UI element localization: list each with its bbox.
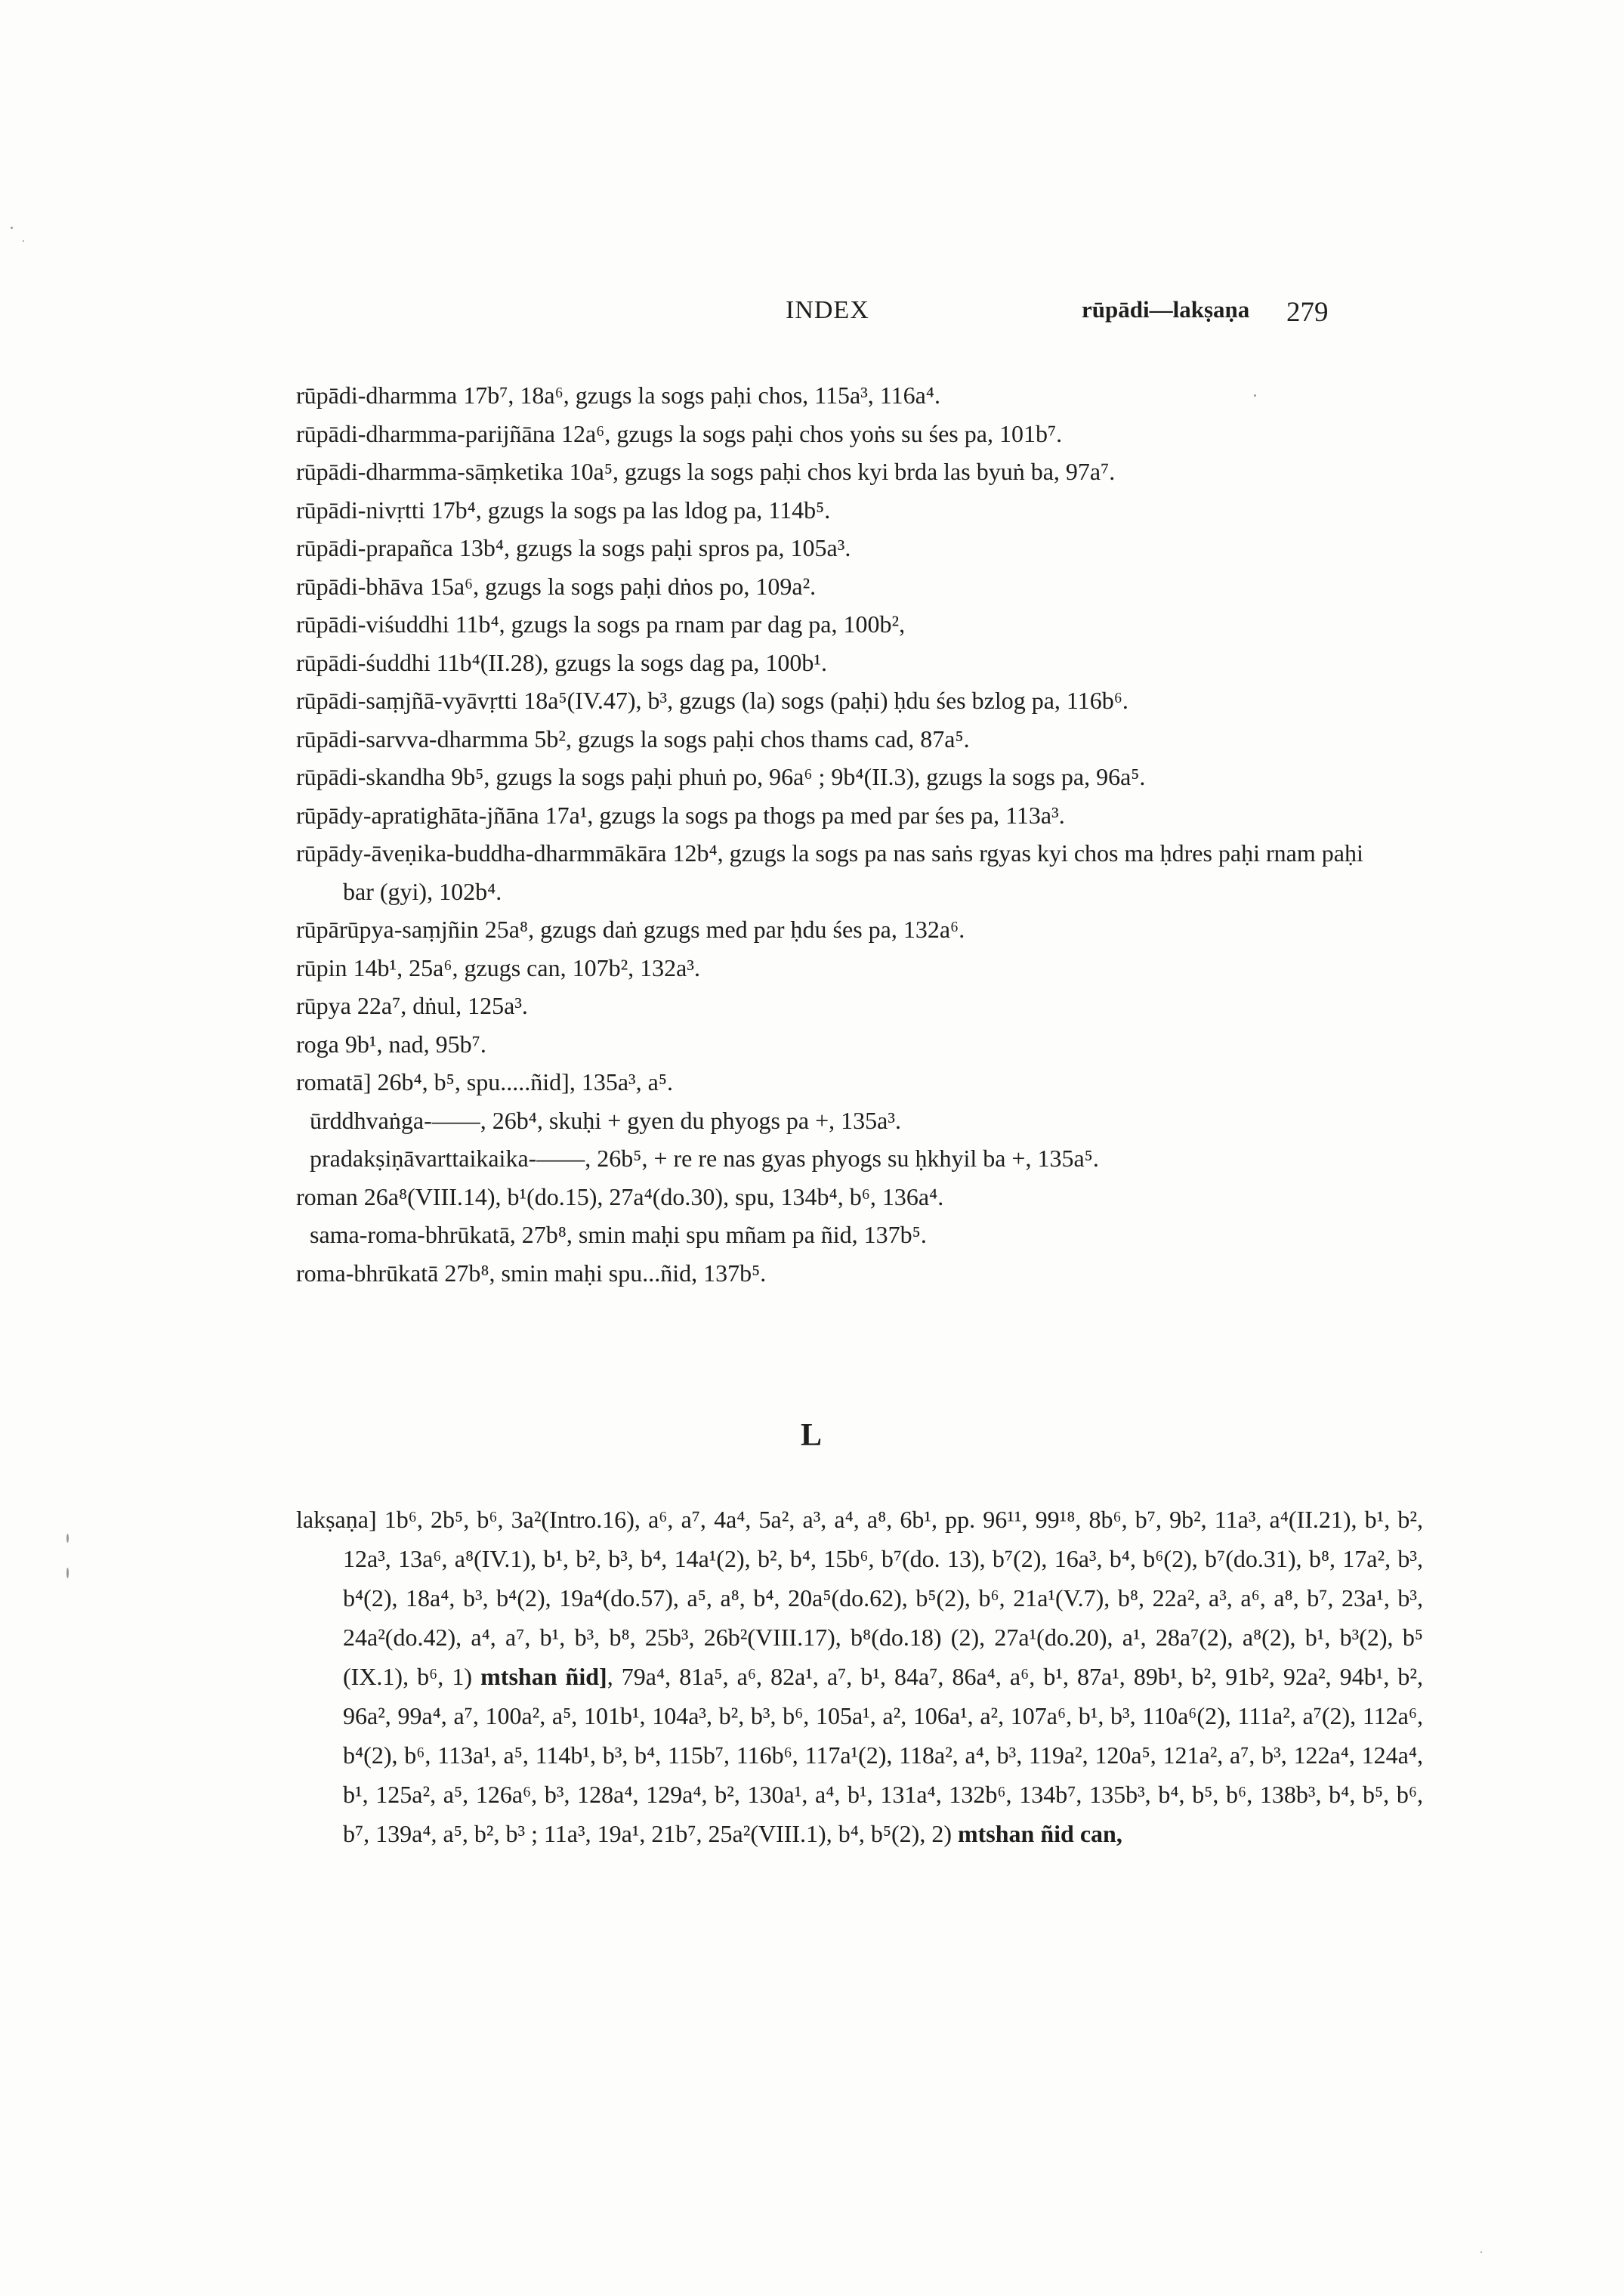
index-entry: roman 26a⁸(VIII.14), b¹(do.15), 27a⁴(do.30), spu, 134b⁴, b⁶, 136a⁴. bbox=[296, 1182, 944, 1210]
index-entry: romatā] 26b⁴, b⁵, spu.....ñid], 135a³, a⁵. bbox=[296, 1068, 673, 1095]
entry-references: 1b⁶, 2b⁵, b⁶, 3a²(Intro.16), a⁶, a⁷, 4a⁴, 5a², a³, a⁴, a⁸, 6b¹, pp. 96¹¹, 99¹⁸, 8b⁶, b⁷, 9b², 11a³, a⁴(II.21), b¹, b², 12a³, 13a⁶, a⁸(IV.1), b¹, b², b³, b⁴, 14a¹(2), b², b⁴, 15b⁶, b⁷(do. 13), b⁷(2), 16a³, b⁴, b⁶(2), b⁷(do.31), b⁸, 17a², b³, b⁴(2), 18a⁴, b³, b⁴(2), 19a⁴(do.57), a⁵, a⁸, b⁴, 20a⁵(do.62), b⁵(2), b⁶, 21a¹(V.7), b⁸, 22a², a³, a⁶, a⁸, b⁷, 23a¹, b³, 24a²(do.42), a⁴, a⁷, b¹, b³, b⁸, 25b³, 26b²(VIII.17), b⁸(do.18) (2), 27a¹(do.20), a¹, 28a⁷(2), a⁸(2), b¹, b³(2), b⁵ (IX.1), b⁶, 1) bbox=[343, 1506, 1423, 1690]
scan-speck bbox=[66, 1568, 69, 1578]
scan-speck bbox=[1254, 394, 1256, 397]
page-number: 279 bbox=[1286, 297, 1329, 328]
index-entry: roga 9b¹, nad, 95b⁷. bbox=[296, 1030, 486, 1058]
running-header-title: INDEX bbox=[786, 296, 869, 324]
index-entry-laksana bbox=[296, 1500, 1423, 1853]
index-entry: roma-bhrūkatā 27b⁸, smin maḥi spu...ñid, 137b⁵. bbox=[296, 1259, 767, 1287]
index-entry: rūpādi-sarvva-dharmma 5b², gzugs la sogs paḥi chos thams cad, 87a⁵. bbox=[296, 725, 970, 752]
index-entry: rūpādi-nivṛtti 17b⁴, gzugs la sogs pa las ldog pa, 114b⁵. bbox=[296, 496, 831, 524]
index-entry: rūpādi-dharmma-sāṃketika 10a⁵, gzugs la sogs paḥi chos kyi brda las byuṅ ba, 97a⁷. bbox=[296, 458, 1116, 485]
index-entry: rūpādy-āveṇika-buddha-dharmmākāra 12b⁴, gzugs la sogs pa nas saṅs rgyas kyi chos ma ḥdres paḥi rnam paḥi bar (gyi), 102b⁴. bbox=[296, 839, 1363, 905]
index-entries bbox=[296, 376, 1391, 1292]
index-entry: rūpādi-dharmma 17b⁷, 18a⁶, gzugs la sogs paḥi chos, 115a³, 116a⁴. bbox=[296, 382, 940, 409]
scan-speck bbox=[23, 240, 24, 242]
section-letter: L bbox=[801, 1418, 823, 1453]
index-entry: rūpārūpya-saṃjñin 25a⁸, gzugs daṅ gzugs med par ḥdu śes pa, 132a⁶. bbox=[296, 916, 965, 943]
index-entry: rūpādi-prapañca 13b⁴, gzugs la sogs paḥi spros pa, 105a³. bbox=[296, 534, 851, 561]
index-entry: ūrddhvaṅga-——, 26b⁴, skuḥi + gyen du phyogs pa +, 135a³. bbox=[310, 1106, 901, 1134]
index-entry: pradakṣiṇāvarttaikaika-——, 26b⁵, + re re nas gyas phyogs su ḥkhyil ba +, 135a⁵. bbox=[310, 1145, 1099, 1172]
index-entry: rūpādi-skandha 9b⁵, gzugs la sogs paḥi phuṅ po, 96a⁶ ; 9b⁴(II.3), gzugs la sogs pa, 96a⁵. bbox=[296, 763, 1146, 790]
index-entry: rūpya 22a⁷, dṅul, 125a³. bbox=[296, 992, 528, 1019]
index-entry: rūpādi-śuddhi 11b⁴(II.28), gzugs la sogs dag pa, 100b¹. bbox=[296, 648, 827, 676]
entry-term-bold: mtshan ñid] bbox=[480, 1663, 607, 1690]
index-entry: rūpādi-saṃjñā-vyāvṛtti 18a⁵(IV.47), b³, gzugs (la) sogs (paḥi) ḥdu śes bzlog pa, 116b⁶. bbox=[296, 687, 1128, 714]
scan-speck bbox=[11, 227, 13, 229]
index-entry: rūpin 14b¹, 25a⁶, gzugs can, 107b², 132a³. bbox=[296, 953, 700, 981]
entry-term-bold: mtshan ñid can, bbox=[957, 1820, 1122, 1847]
index-entry: rūpādi-dharmma-parijñāna 12a⁶, gzugs la sogs paḥi chos yoṅs su śes pa, 101b⁷. bbox=[296, 419, 1063, 447]
index-entry: sama-roma-bhrūkatā, 27b⁸, smin maḥi spu mñam pa ñid, 137b⁵. bbox=[310, 1221, 927, 1248]
entry-headword: lakṣaṇa] bbox=[296, 1506, 377, 1533]
index-entry: rūpādy-apratighāta-jñāna 17a¹, gzugs la sogs pa thogs pa med par śes pa, 113a³. bbox=[296, 801, 1065, 829]
scan-speck bbox=[66, 1534, 69, 1543]
index-entry: rūpādi-viśuddhi 11b⁴, gzugs la sogs pa rnam par dag pa, 100b², bbox=[296, 610, 906, 638]
index-entry: rūpādi-bhāva 15a⁶, gzugs la sogs paḥi dṅos po, 109a². bbox=[296, 572, 817, 600]
entry-references: , 79a⁴, 81a⁵, a⁶, 82a¹, a⁷, b¹, 84a⁷, 86a⁴, a⁶, b¹, 87a¹, 89b¹, b², 91b², 92a², 94b¹, b², 96a², 99a⁴, a⁷, 100a², a⁵, 101b¹, 104a³, b², b³, b⁶, 105a¹, a², 106a¹, a², 107a⁶, b¹, b³, 110a⁶(2), 111a², a⁷(2), 112a⁶, b⁴(2), b⁶, 113a¹, a⁵, 114b¹, b³, b⁴, 115b⁷, 116b⁶, 117a¹(2), 118a², a⁴, b³, 119a², 120a⁵, 121a², a⁷, b³, 122a⁴, 124a⁴, b¹, 125a², a⁵, 126a⁶, b³, 128a⁴, 129a⁴, b², 130a¹, a⁴, b¹, 131a⁴, 132b⁶, 134b⁷, 135b³, b⁴, b⁵, b⁶, 138b³, b⁴, b⁵, b⁶, b⁷, 139a⁴, a⁵, b², b³ ; 11a³, 19a¹, 21b⁷, 25a²(VIII.1), b⁴, b⁵(2), 2) bbox=[343, 1663, 1424, 1847]
running-header-range: rūpādi—lakṣaṇa bbox=[1082, 296, 1250, 323]
scan-speck bbox=[1480, 2251, 1482, 2253]
